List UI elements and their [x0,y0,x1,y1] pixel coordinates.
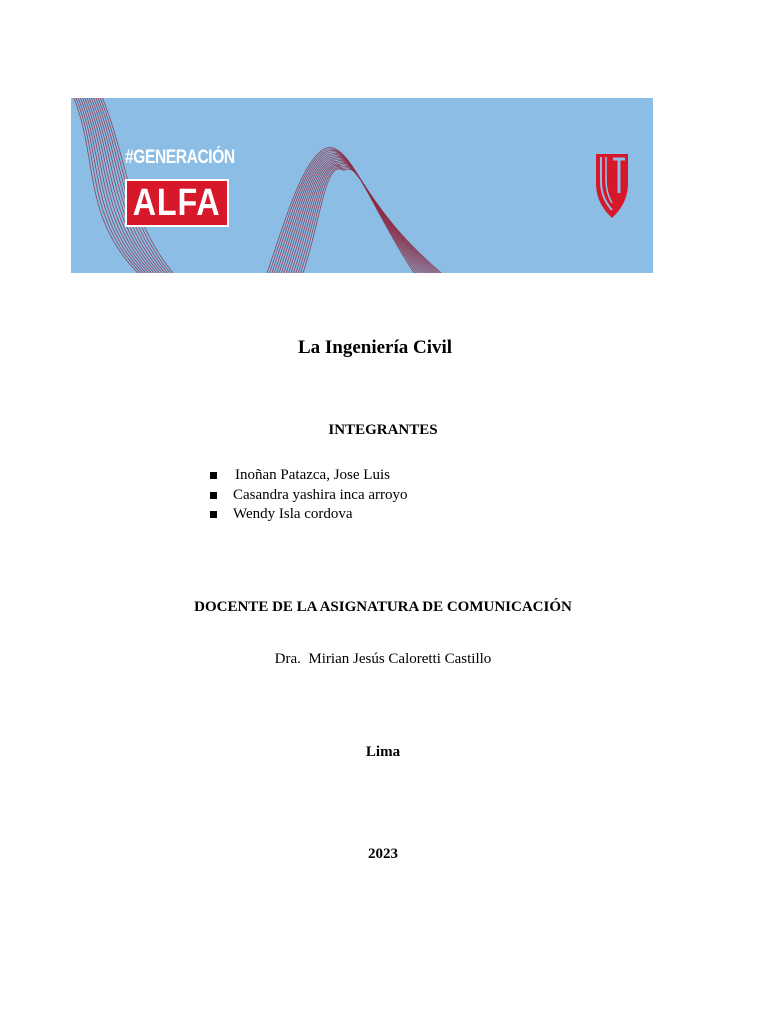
list-item [208,505,408,525]
center-wave-line [273,152,422,273]
member-name: Wendy Isla cordova [233,506,353,522]
list-item [208,486,408,506]
header-banner [71,98,653,273]
members-heading: INTEGRANTES [328,422,438,438]
university-shield-icon [595,153,629,219]
square-bullet-icon [210,472,217,479]
alfa-logo-text: ALFA [133,182,221,224]
teacher-heading: DOCENTE DE LA ASIGNATURA DE COMUNICACIÓN [194,599,572,615]
center-wave-line [295,165,439,273]
member-name: Casandra yashira inca arroyo [233,486,408,503]
members-list [208,466,408,525]
document-title: La Ingeniería Civil [297,337,453,358]
banner-hashtag: #GENERACIÓN [125,147,235,168]
center-wave-line [271,150,420,273]
square-bullet-icon [210,492,217,499]
center-wave-line [268,149,418,273]
teacher-name: Dra. Mirian Jesús Caloretti Castillo [274,651,492,667]
square-bullet-icon [210,511,217,518]
list-item [208,466,408,486]
city: Lima [365,744,401,760]
alfa-logo-box [125,179,229,227]
member-name: Inoñan Patazca, Jose Luis [235,467,390,483]
year: 2023 [368,846,398,862]
center-wave-line [266,147,416,273]
